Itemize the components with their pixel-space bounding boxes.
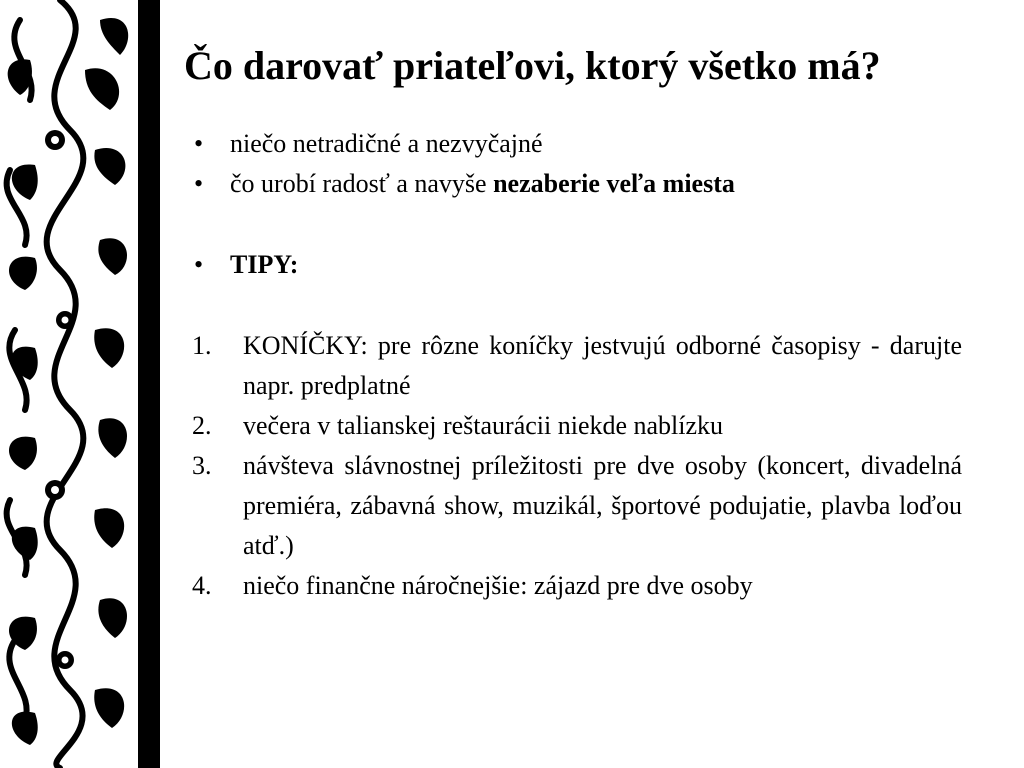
- tips-heading: [192, 245, 962, 285]
- tip-item: [192, 406, 962, 446]
- tip-item: [192, 446, 962, 566]
- slide-title: Čo darovať priateľovi, ktorý všetko má?: [184, 43, 881, 88]
- tip-text: niečo finančne náročnejšie: zájazd pre dve osoby: [243, 571, 753, 600]
- bullet-mark: •: [194, 250, 204, 279]
- tip-text: KONÍČKY: pre rôzne koníčky jestvujú odborné časopisy - darujte napr. predplatné: [243, 331, 962, 400]
- bullet-mark: •: [194, 129, 204, 158]
- tip-text: návšteva slávnostnej príležitosti pre dve osoby (koncert, divadelná premiéra, zábavná show, muzikál, športové podujatie, plavba loďou atď.): [243, 451, 962, 560]
- bullet-text: niečo netradičné a nezvyčajné: [230, 129, 543, 158]
- bullet-item: [192, 124, 962, 164]
- tip-text: večera v talianskej reštaurácii niekde nablízku: [243, 411, 724, 440]
- tip-item: [192, 566, 962, 606]
- tip-number: 2.: [192, 411, 212, 440]
- slide-content: [192, 124, 962, 606]
- floral-border-decoration: [0, 0, 160, 768]
- tips-label: TIPY:: [230, 250, 299, 279]
- tip-number: 4.: [192, 571, 212, 600]
- tip-number: 1.: [192, 331, 212, 360]
- tip-item: [192, 326, 962, 406]
- bullet-mark: •: [194, 169, 204, 198]
- tip-number: 3.: [192, 451, 212, 480]
- bullet-item: [192, 164, 962, 204]
- bullet-text: čo urobí radosť a navyše: [230, 169, 494, 198]
- bullet-text-bold: nezaberie veľa miesta: [493, 169, 735, 198]
